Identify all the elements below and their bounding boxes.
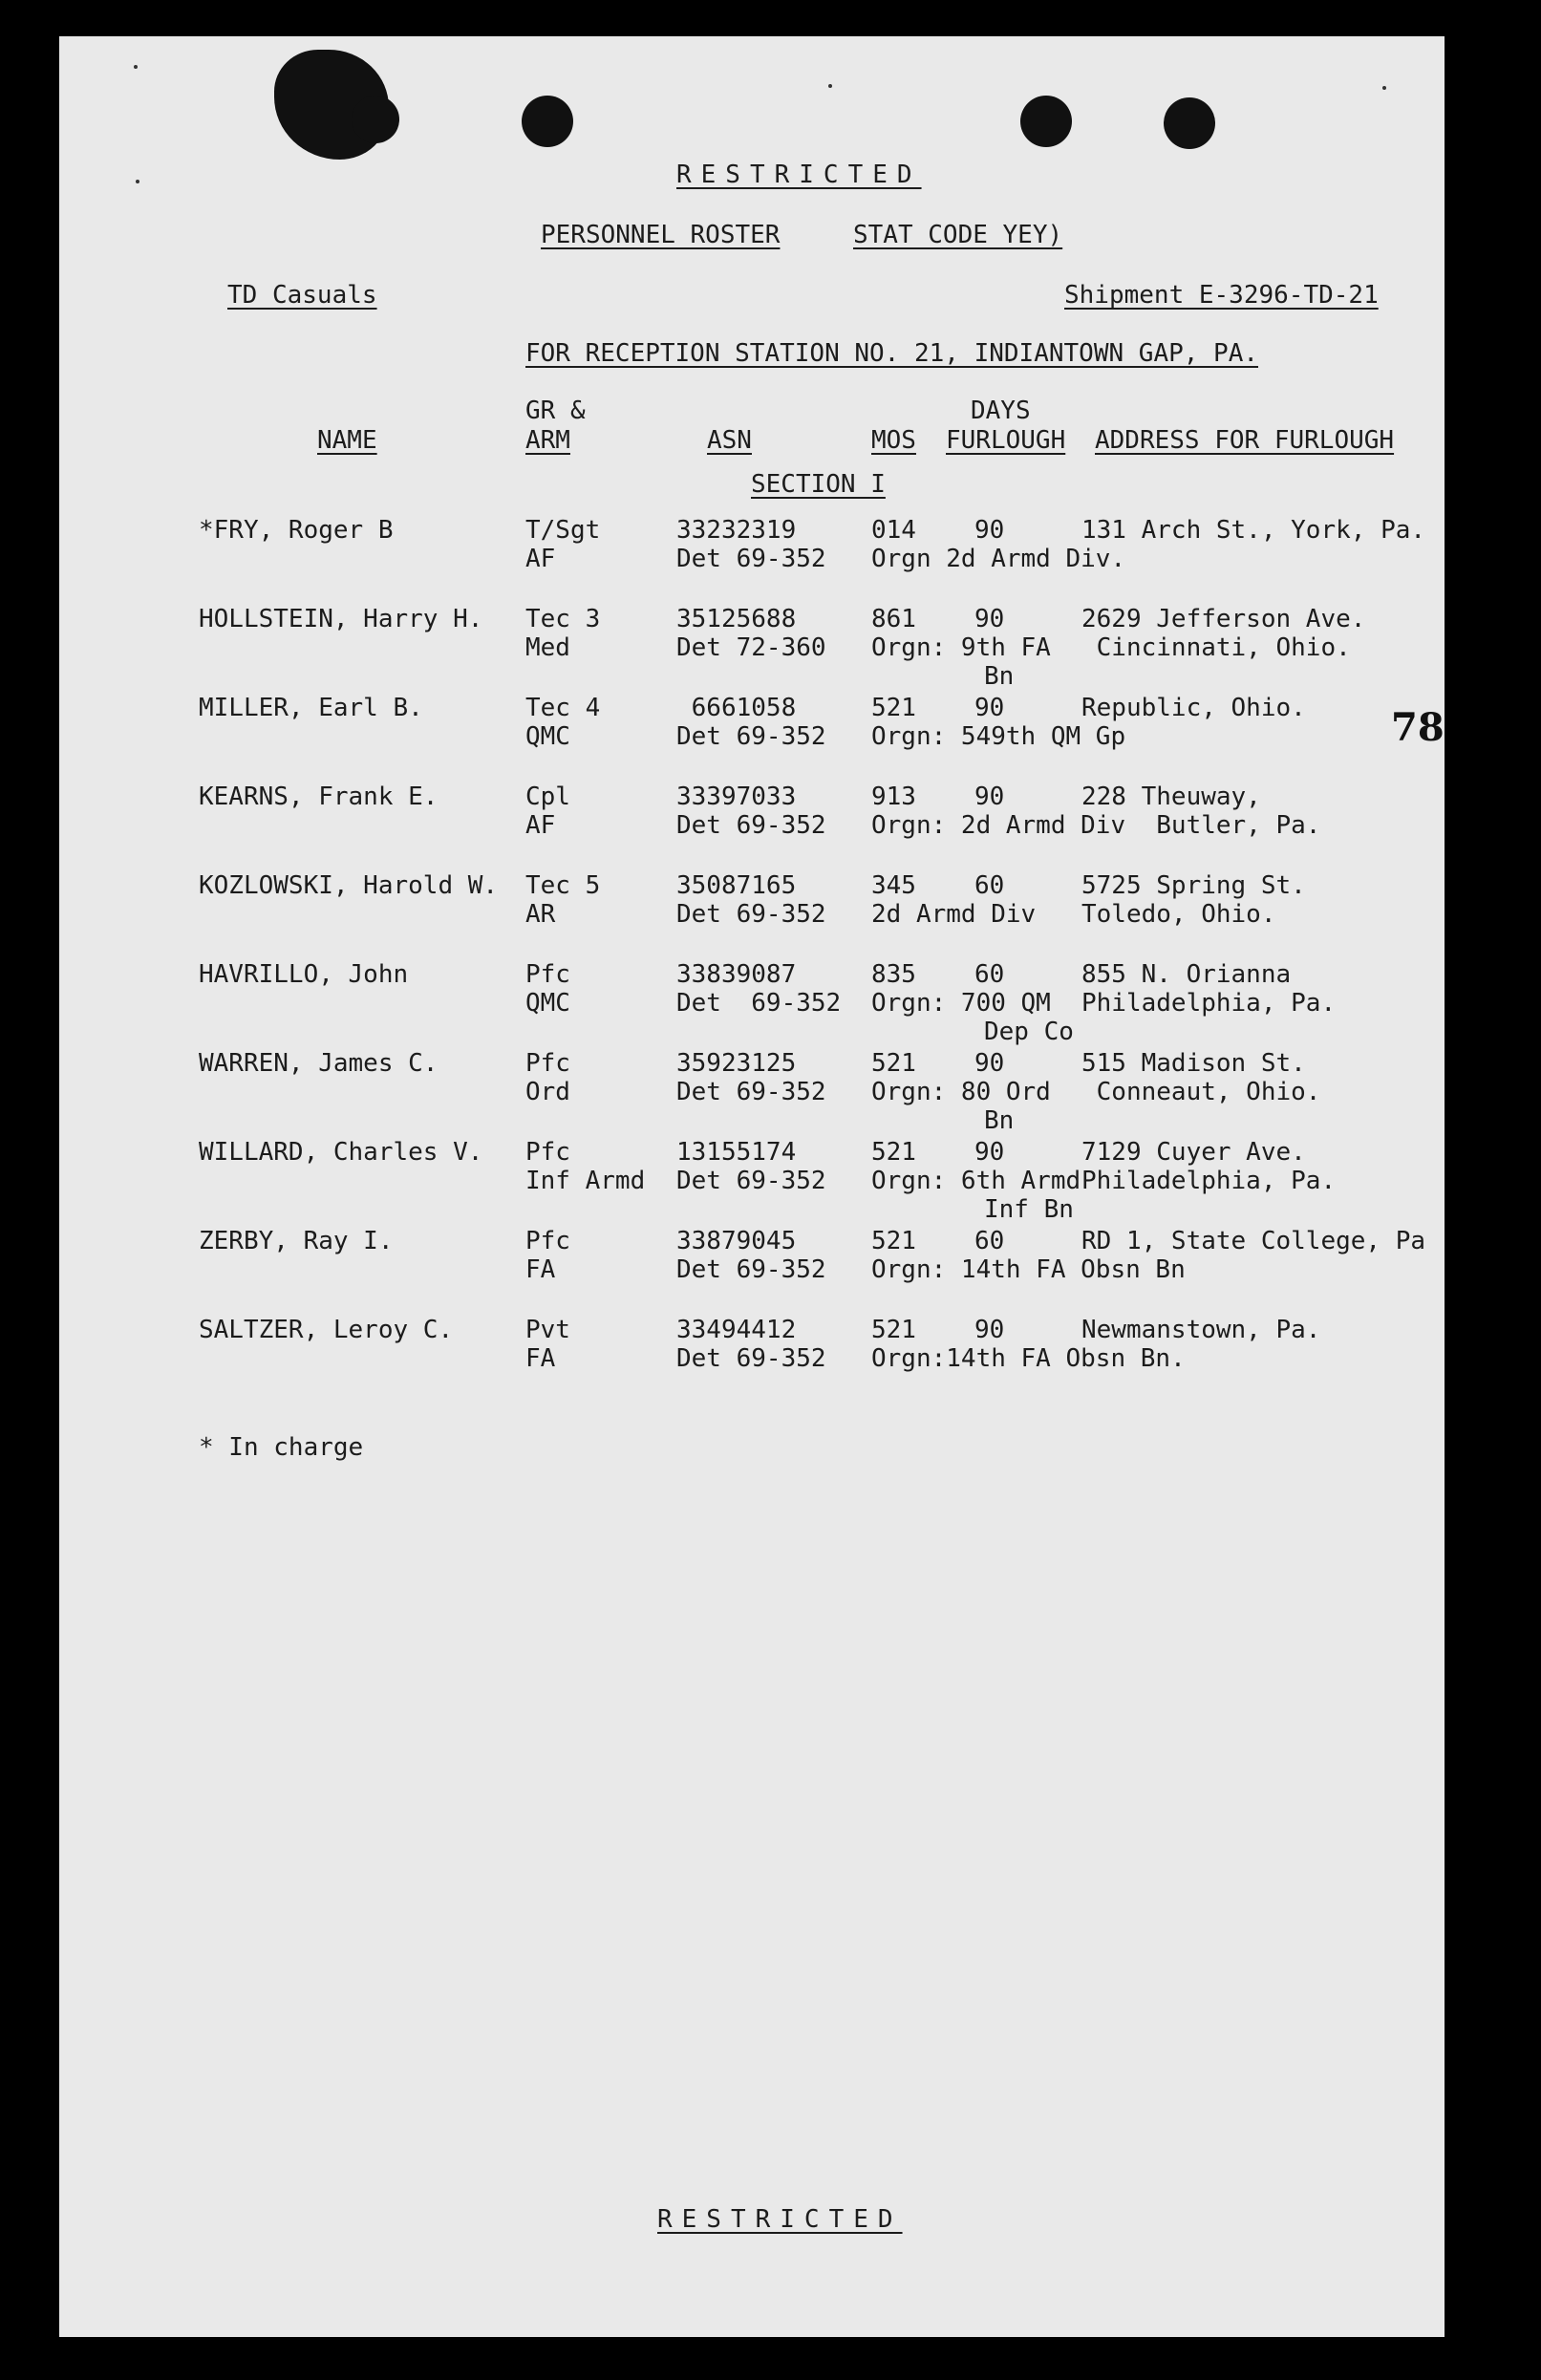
detachment: Det 69-352 bbox=[676, 1255, 826, 1284]
arm: QMC bbox=[525, 989, 570, 1018]
grade: Pfc bbox=[525, 1049, 570, 1078]
address-line-1: 228 Theuway, bbox=[1081, 783, 1261, 811]
page-number: 78 bbox=[1391, 705, 1445, 750]
organization: Orgn: 14th FA Obsn Bn bbox=[871, 1255, 1186, 1284]
arm: Med bbox=[525, 633, 570, 662]
organization-cont: Bn bbox=[984, 1106, 1015, 1135]
shipment-number: Shipment E-3296-TD-21 bbox=[1064, 281, 1379, 310]
punch-hole bbox=[1164, 97, 1215, 149]
grade: Tec 5 bbox=[525, 871, 601, 900]
arm: Ord bbox=[525, 1078, 570, 1106]
mos-code: 913 bbox=[871, 783, 916, 811]
furlough-days: 90 bbox=[974, 783, 1005, 811]
unit-name: TD Casuals bbox=[227, 281, 377, 310]
address-line-2: Conneaut, Ohio. bbox=[1081, 1078, 1321, 1106]
furlough-days: 90 bbox=[974, 694, 1005, 722]
serial-number: 33839087 bbox=[676, 960, 797, 989]
person-name: HOLLSTEIN, Harry H. bbox=[199, 605, 483, 633]
person-name: WARREN, James C. bbox=[199, 1049, 439, 1078]
address-line-1: 5725 Spring St. bbox=[1081, 871, 1306, 900]
classification-top: RESTRICTED bbox=[676, 161, 922, 189]
furlough-days: 90 bbox=[974, 516, 1005, 545]
col-days-top: DAYS bbox=[971, 397, 1031, 425]
col-mos: MOS bbox=[871, 426, 916, 455]
detachment: Det 69-352 bbox=[676, 900, 826, 929]
detachment: Det 69-352 bbox=[676, 811, 826, 840]
organization: Orgn: 80 Ord bbox=[871, 1078, 1051, 1106]
organization: Orgn: 6th Armd bbox=[871, 1167, 1081, 1195]
punch-hole bbox=[522, 96, 573, 147]
detachment: Det 72-360 bbox=[676, 633, 826, 662]
detachment: Det 69-352 bbox=[676, 545, 826, 573]
arm: Inf Armd bbox=[525, 1167, 646, 1195]
serial-number: 35087165 bbox=[676, 871, 797, 900]
address-line-1: RD 1, State College, Pa bbox=[1081, 1227, 1426, 1255]
col-gr-bottom: ARM bbox=[525, 426, 570, 455]
grade: Pfc bbox=[525, 1138, 570, 1167]
speck bbox=[134, 65, 138, 69]
address-line-2: Toledo, Ohio. bbox=[1081, 900, 1276, 929]
furlough-days: 60 bbox=[974, 1227, 1005, 1255]
arm: AF bbox=[525, 545, 556, 573]
address-line-1: 7129 Cuyer Ave. bbox=[1081, 1138, 1306, 1167]
mos-code: 521 bbox=[871, 1138, 916, 1167]
mos-code: 835 bbox=[871, 960, 916, 989]
speck bbox=[1382, 86, 1386, 90]
col-days-bottom: FURLOUGH bbox=[946, 426, 1066, 455]
person-name: ZERBY, Ray I. bbox=[199, 1227, 394, 1255]
grade: Pvt bbox=[525, 1316, 570, 1344]
person-name: WILLARD, Charles V. bbox=[199, 1138, 483, 1167]
person-name: HAVRILLO, John bbox=[199, 960, 409, 989]
organization: Orgn: 549th QM Gp bbox=[871, 722, 1126, 751]
footnote: * In charge bbox=[199, 1433, 364, 1462]
serial-number: 35125688 bbox=[676, 605, 797, 633]
address-line-2: Cincinnati, Ohio. bbox=[1081, 633, 1351, 662]
classification-bottom: RESTRICTED bbox=[657, 2205, 903, 2234]
grade: Tec 3 bbox=[525, 605, 601, 633]
col-gr-top: GR & bbox=[525, 397, 586, 425]
arm: FA bbox=[525, 1255, 556, 1284]
grade: Pfc bbox=[525, 1227, 570, 1255]
organization: 2d Armd Div bbox=[871, 900, 1037, 929]
person-name: KEARNS, Frank E. bbox=[199, 783, 439, 811]
person-name: MILLER, Earl B. bbox=[199, 694, 423, 722]
address-line-1: 515 Madison St. bbox=[1081, 1049, 1306, 1078]
organization: Orgn 2d Armd Div. bbox=[871, 545, 1126, 573]
detachment: Det 69-352 bbox=[676, 989, 842, 1018]
address-line-2: Philadelphia, Pa. bbox=[1081, 1167, 1337, 1195]
mos-code: 521 bbox=[871, 1316, 916, 1344]
detachment: Det 69-352 bbox=[676, 722, 826, 751]
grade: Pfc bbox=[525, 960, 570, 989]
arm: AR bbox=[525, 900, 556, 929]
address-line-2: Philadelphia, Pa. bbox=[1081, 989, 1337, 1018]
serial-number: 35923125 bbox=[676, 1049, 797, 1078]
organization: Orgn: 700 QM bbox=[871, 989, 1051, 1018]
stat-code: STAT CODE YEY) bbox=[853, 221, 1063, 249]
organization-cont: Dep Co bbox=[984, 1018, 1074, 1046]
address-line-1: Newmanstown, Pa. bbox=[1081, 1316, 1321, 1344]
furlough-days: 60 bbox=[974, 871, 1005, 900]
grade: Tec 4 bbox=[525, 694, 601, 722]
arm: AF bbox=[525, 811, 556, 840]
furlough-days: 60 bbox=[974, 960, 1005, 989]
address-line-1: 855 N. Orianna bbox=[1081, 960, 1292, 989]
address-line-2: Butler, Pa. bbox=[1081, 811, 1321, 840]
roster-title: PERSONNEL ROSTER bbox=[541, 221, 781, 249]
person-name: KOZLOWSKI, Harold W. bbox=[199, 871, 499, 900]
address-line-1: 2629 Jefferson Ave. bbox=[1081, 605, 1366, 633]
organization: Orgn:14th FA Obsn Bn. bbox=[871, 1344, 1186, 1373]
mos-code: 521 bbox=[871, 1227, 916, 1255]
speck bbox=[828, 84, 832, 88]
arm: FA bbox=[525, 1344, 556, 1373]
furlough-days: 90 bbox=[974, 605, 1005, 633]
mos-code: 521 bbox=[871, 694, 916, 722]
detachment: Det 69-352 bbox=[676, 1344, 826, 1373]
grade: T/Sgt bbox=[525, 516, 601, 545]
person-name: SALTZER, Leroy C. bbox=[199, 1316, 454, 1344]
address-line-1: Republic, Ohio. bbox=[1081, 694, 1306, 722]
serial-number: 33879045 bbox=[676, 1227, 797, 1255]
mos-code: 521 bbox=[871, 1049, 916, 1078]
organization: Orgn: 2d Armd Div bbox=[871, 811, 1126, 840]
serial-number: 33232319 bbox=[676, 516, 797, 545]
serial-number: 6661058 bbox=[676, 694, 797, 722]
organization-cont: Bn bbox=[984, 662, 1015, 691]
mos-code: 345 bbox=[871, 871, 916, 900]
address-line-1: 131 Arch St., York, Pa. bbox=[1081, 516, 1426, 545]
detachment: Det 69-352 bbox=[676, 1167, 826, 1195]
furlough-days: 90 bbox=[974, 1138, 1005, 1167]
mos-code: 014 bbox=[871, 516, 916, 545]
destination: FOR RECEPTION STATION NO. 21, INDIANTOWN GAP, PA. bbox=[525, 339, 1259, 368]
serial-number: 33494412 bbox=[676, 1316, 797, 1344]
punch-hole bbox=[1020, 96, 1072, 147]
grade: Cpl bbox=[525, 783, 570, 811]
section-label: SECTION I bbox=[751, 470, 886, 499]
mos-code: 861 bbox=[871, 605, 916, 633]
organization: Orgn: 9th FA bbox=[871, 633, 1051, 662]
speck bbox=[136, 180, 139, 183]
furlough-days: 90 bbox=[974, 1316, 1005, 1344]
person-name: *FRY, Roger B bbox=[199, 516, 394, 545]
col-address: ADDRESS FOR FURLOUGH bbox=[1095, 426, 1395, 455]
serial-number: 13155174 bbox=[676, 1138, 797, 1167]
arm: QMC bbox=[525, 722, 570, 751]
organization-cont: Inf Bn bbox=[984, 1195, 1074, 1224]
furlough-days: 90 bbox=[974, 1049, 1005, 1078]
col-name: NAME bbox=[317, 426, 377, 455]
col-asn: ASN bbox=[707, 426, 752, 455]
serial-number: 33397033 bbox=[676, 783, 797, 811]
detachment: Det 69-352 bbox=[676, 1078, 826, 1106]
punch-hole bbox=[352, 96, 399, 143]
